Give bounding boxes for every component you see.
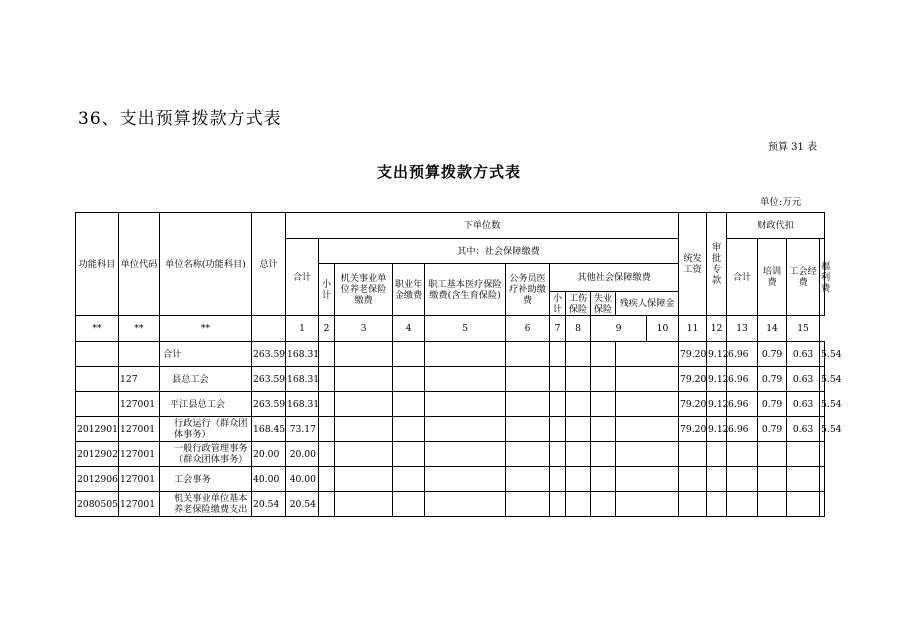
index-cell: 9: [591, 316, 647, 342]
social-small-cell: [319, 342, 335, 367]
other-small-cell: [550, 417, 566, 442]
header-civil-medical: 公务员医疗补助缴费: [506, 264, 550, 316]
header-pension: 机关事业单位养老保险缴费: [335, 264, 393, 316]
table-row: [76, 342, 825, 367]
header-small-total: 小计: [319, 264, 335, 316]
social-small-cell: [319, 417, 335, 442]
pension-cell: [335, 367, 393, 392]
medical-cell: [425, 492, 506, 517]
union-cell: 0.63: [787, 342, 820, 367]
header-unit-name: 单位名称(功能科目): [160, 213, 252, 316]
salary-cell: 79.20: [679, 392, 707, 417]
pension-cell: [335, 467, 393, 492]
welfare-cell: [820, 442, 825, 467]
injury-cell: [566, 467, 591, 492]
total-cell: 168.45: [252, 417, 286, 442]
fin-total-cell: 6.96: [727, 417, 758, 442]
salary-cell: 79.20: [679, 367, 707, 392]
annuity-cell: [393, 467, 425, 492]
table-row: [76, 492, 825, 517]
index-cell: 2: [319, 316, 335, 342]
header-other-social: 其他社会保障缴费: [550, 264, 679, 292]
index-cell: [252, 316, 286, 342]
unemployment-cell: [591, 342, 616, 367]
header-lower-funds: 下单位数: [286, 213, 679, 239]
other-small-cell: [550, 492, 566, 517]
unit-code-cell: 127001: [119, 417, 160, 442]
header-social-security: 其中：社会保障缴费: [319, 239, 679, 264]
index-cell: 4: [393, 316, 425, 342]
header-subtotal: 合计: [286, 239, 319, 316]
welfare-cell: 5.54: [820, 342, 825, 367]
fin-total-cell: 6.96: [727, 367, 758, 392]
special-cell: 9.12: [707, 342, 727, 367]
social-small-cell: [319, 467, 335, 492]
unit-name-cell: 机关事业单位基本养老保险缴费支出: [160, 492, 252, 517]
civil-medical-cell: [506, 367, 550, 392]
other-small-cell: [550, 467, 566, 492]
disabled-cell: [616, 442, 679, 467]
fin-total-cell: 6.96: [727, 392, 758, 417]
func-subject-cell: [76, 367, 119, 392]
welfare-cell: 5.54: [820, 417, 825, 442]
func-subject-cell: [76, 392, 119, 417]
index-cell: 1: [286, 316, 319, 342]
fin-total-cell: 6.96: [727, 342, 758, 367]
annuity-cell: [393, 342, 425, 367]
annuity-cell: [393, 392, 425, 417]
medical-cell: [425, 442, 506, 467]
subtotal-cell: 168.31: [286, 392, 319, 417]
union-cell: [787, 467, 820, 492]
subtotal-cell: 168.31: [286, 342, 319, 367]
total-cell: 40.00: [252, 467, 286, 492]
unit-name-cell: 行政运行（群众团体事务）: [160, 417, 252, 442]
disabled-cell: [616, 492, 679, 517]
index-cell: 8: [566, 316, 591, 342]
fin-total-cell: [727, 492, 758, 517]
subtotal-cell: 73.17: [286, 417, 319, 442]
budget-table: [75, 212, 842, 517]
subtotal-cell: 20.54: [286, 492, 319, 517]
index-cell: 10: [647, 316, 679, 342]
civil-medical-cell: [506, 392, 550, 417]
salary-cell: [679, 492, 707, 517]
unit-code-cell: 127001: [119, 442, 160, 467]
table-title: 支出预算拨款方式表: [376, 163, 521, 181]
index-cell: 11: [679, 316, 707, 342]
form-number: 预算 31 表: [768, 142, 818, 153]
func-subject-cell: 2012906: [76, 467, 119, 492]
disabled-cell: [616, 467, 679, 492]
table-row: [76, 467, 825, 492]
unemployment-cell: [591, 442, 616, 467]
header-func-subject: 功能科目: [76, 213, 119, 316]
fin-total-cell: [727, 467, 758, 492]
header-fin-total: 合计: [727, 239, 758, 316]
annuity-cell: [393, 417, 425, 442]
header-injury: 工伤保险: [566, 292, 591, 316]
medical-cell: [425, 367, 506, 392]
table-row: [76, 442, 825, 467]
unit-code-cell: 127001: [119, 392, 160, 417]
welfare-cell: 5.54: [820, 367, 825, 392]
total-cell: 20.54: [252, 492, 286, 517]
union-cell: 0.63: [787, 417, 820, 442]
salary-cell: 79.20: [679, 417, 707, 442]
unit-name-cell: 平江县总工会: [160, 392, 252, 417]
salary-cell: 79.20: [679, 342, 707, 367]
pension-cell: [335, 392, 393, 417]
header-other-small: 小计: [550, 292, 566, 316]
other-small-cell: [550, 367, 566, 392]
header-welfare: 福利费: [820, 239, 825, 316]
header-unemployment: 失业保险: [591, 292, 616, 316]
special-cell: 9.12: [707, 392, 727, 417]
annuity-cell: [393, 492, 425, 517]
header-annuity: 职业年金缴费: [393, 264, 425, 316]
subtotal-cell: 40.00: [286, 467, 319, 492]
training-cell: 0.79: [758, 342, 787, 367]
social-small-cell: [319, 442, 335, 467]
special-cell: [707, 492, 727, 517]
union-cell: [787, 442, 820, 467]
unit-code-cell: 127001: [119, 492, 160, 517]
index-cell: 15: [787, 316, 820, 342]
social-small-cell: [319, 392, 335, 417]
civil-medical-cell: [506, 417, 550, 442]
index-cell: **: [160, 316, 252, 342]
table-row: [76, 392, 825, 417]
medical-cell: [425, 417, 506, 442]
func-subject-cell: 2012902: [76, 442, 119, 467]
other-small-cell: [550, 442, 566, 467]
social-small-cell: [319, 492, 335, 517]
header-union-fee: 工会经费: [787, 239, 820, 316]
func-subject-cell: 2080505: [76, 492, 119, 517]
disabled-cell: [616, 392, 679, 417]
func-subject-cell: [76, 342, 119, 367]
special-cell: [707, 442, 727, 467]
header-approved-special: 审批专款: [707, 213, 727, 316]
fin-total-cell: [727, 442, 758, 467]
welfare-cell: [820, 492, 825, 517]
unemployment-cell: [591, 467, 616, 492]
annuity-cell: [393, 442, 425, 467]
header-training: 培训费: [758, 239, 787, 316]
index-cell: 3: [335, 316, 393, 342]
table-row: [76, 417, 825, 442]
unit-code-cell: [119, 342, 160, 367]
pension-cell: [335, 442, 393, 467]
injury-cell: [566, 392, 591, 417]
index-cell: 6: [506, 316, 550, 342]
unit-name-cell: 工会事务: [160, 467, 252, 492]
index-cell: 5: [425, 316, 506, 342]
pension-cell: [335, 417, 393, 442]
unemployment-cell: [591, 417, 616, 442]
training-cell: [758, 467, 787, 492]
pension-cell: [335, 342, 393, 367]
disabled-cell: [616, 367, 679, 392]
injury-cell: [566, 492, 591, 517]
index-cell: 12: [707, 316, 727, 342]
unit-label: 单位:万元: [760, 197, 802, 208]
other-small-cell: [550, 342, 566, 367]
unit-name-cell: 县总工会: [160, 367, 252, 392]
training-cell: 0.79: [758, 392, 787, 417]
header-disabled: 残疾人保障金: [616, 292, 679, 316]
index-row: [76, 316, 825, 342]
unit-name-cell: 一般行政管理事务（群众团体事务）: [160, 442, 252, 467]
section-title: 36、支出预算拨款方式表: [78, 109, 282, 129]
index-cell: **: [119, 316, 160, 342]
training-cell: [758, 492, 787, 517]
func-subject-cell: 2012901: [76, 417, 119, 442]
total-cell: 20.00: [252, 442, 286, 467]
civil-medical-cell: [506, 467, 550, 492]
table-row: [76, 367, 825, 392]
welfare-cell: [820, 467, 825, 492]
medical-cell: [425, 392, 506, 417]
header-unit-code: 单位代码: [119, 213, 160, 316]
table-body: [76, 316, 842, 517]
index-cell: 7: [550, 316, 566, 342]
civil-medical-cell: [506, 342, 550, 367]
total-cell: 263.59: [252, 392, 286, 417]
header-medical: 职工基本医疗保险缴费(含生育保险): [425, 264, 506, 316]
unit-code-cell: 127: [119, 367, 160, 392]
medical-cell: [425, 342, 506, 367]
injury-cell: [566, 442, 591, 467]
special-cell: 9.12: [707, 417, 727, 442]
annuity-cell: [393, 367, 425, 392]
civil-medical-cell: [506, 492, 550, 517]
index-cell: **: [76, 316, 119, 342]
total-cell: 263.59: [252, 367, 286, 392]
subtotal-cell: 168.31: [286, 367, 319, 392]
index-cell: 13: [727, 316, 758, 342]
unemployment-cell: [591, 367, 616, 392]
training-cell: 0.79: [758, 367, 787, 392]
union-cell: 0.63: [787, 392, 820, 417]
union-cell: [787, 492, 820, 517]
injury-cell: [566, 417, 591, 442]
pension-cell: [335, 492, 393, 517]
civil-medical-cell: [506, 442, 550, 467]
special-cell: [707, 467, 727, 492]
total-cell: 263.59: [252, 342, 286, 367]
training-cell: [758, 442, 787, 467]
unit-code-cell: 127001: [119, 467, 160, 492]
index-cell: 14: [758, 316, 787, 342]
injury-cell: [566, 342, 591, 367]
disabled-cell: [616, 342, 679, 367]
medical-cell: [425, 467, 506, 492]
unemployment-cell: [591, 392, 616, 417]
disabled-cell: [616, 417, 679, 442]
welfare-cell: 5.54: [820, 392, 825, 417]
salary-cell: [679, 467, 707, 492]
unit-name-cell: 合计: [160, 342, 252, 367]
subtotal-cell: 20.00: [286, 442, 319, 467]
injury-cell: [566, 367, 591, 392]
header-finance-deduct: 财政代扣: [727, 213, 825, 239]
header-unified-salary: 统发工资: [679, 213, 707, 316]
other-small-cell: [550, 392, 566, 417]
union-cell: 0.63: [787, 367, 820, 392]
unemployment-cell: [591, 492, 616, 517]
salary-cell: [679, 442, 707, 467]
training-cell: 0.79: [758, 417, 787, 442]
special-cell: 9.12: [707, 367, 727, 392]
social-small-cell: [319, 367, 335, 392]
header-total: 总计: [252, 213, 286, 316]
